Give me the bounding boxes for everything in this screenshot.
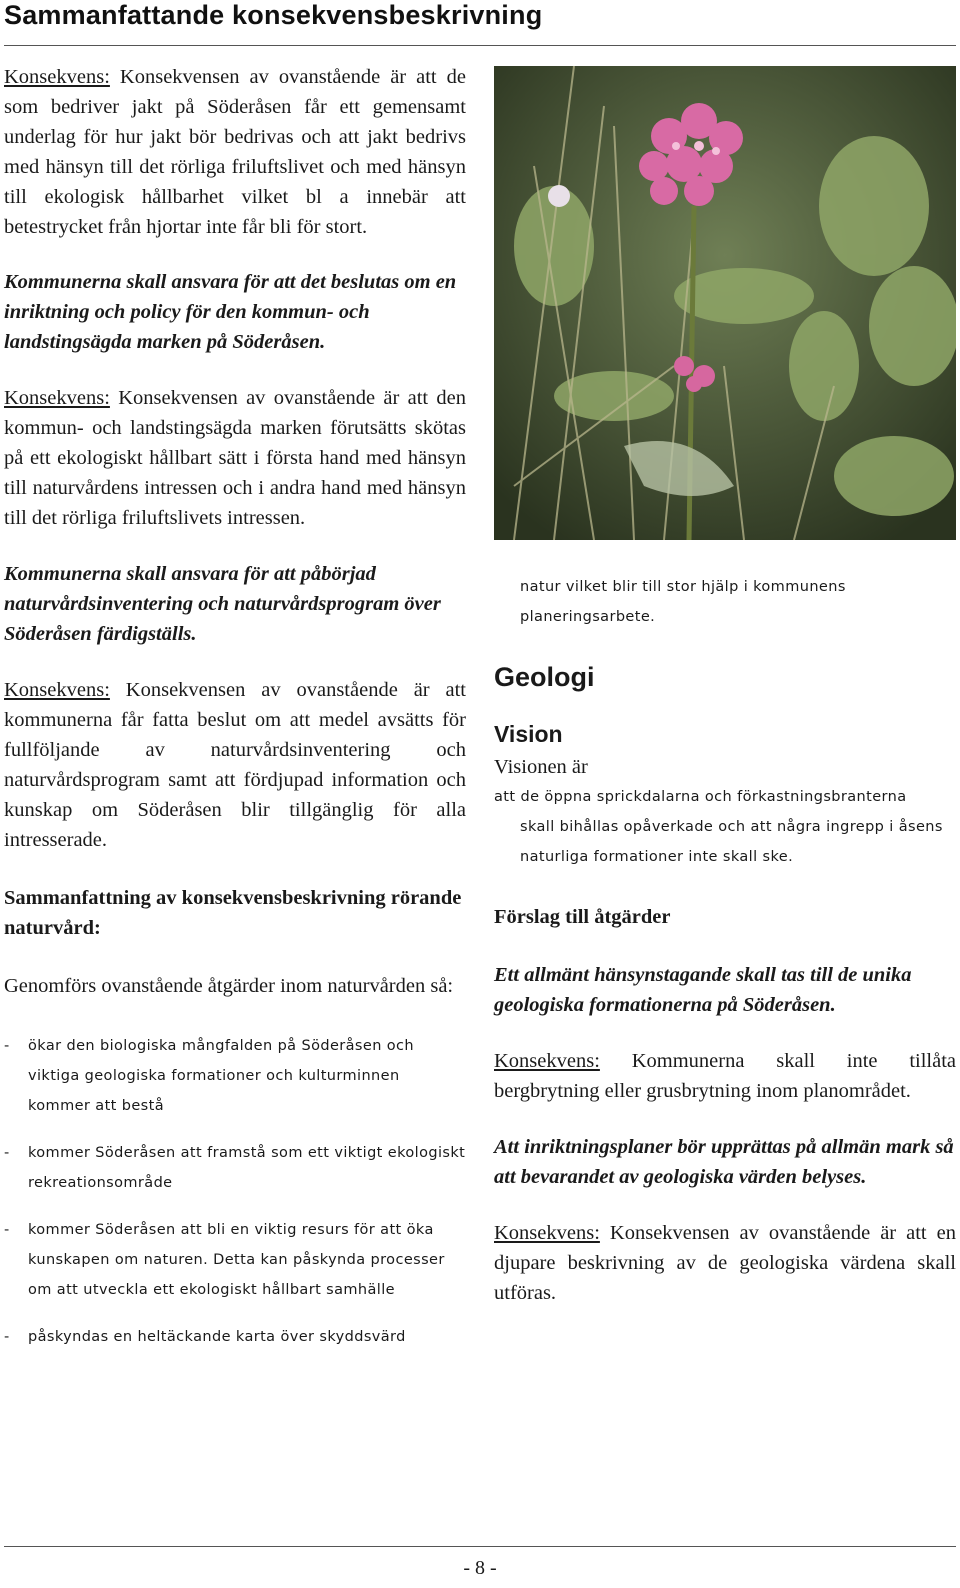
- list-item: - kommer Söderåsen att framstå som ett viktigt ekologiskt rekreationsområde: [4, 1138, 466, 1198]
- vision-intro: Visionen är: [494, 756, 588, 778]
- bottom-rule: [4, 1546, 956, 1547]
- consequence-paragraph-3: [4, 675, 466, 855]
- consequence-label: Konsekvens:: [4, 679, 110, 701]
- top-rule: [4, 45, 956, 46]
- consequence-text: Kommunerna skall inte tillåta bergbrytning eller grusbrytning inom planområdet.: [494, 1050, 956, 1102]
- actions-heading: Förslag till åtgärder: [494, 906, 671, 928]
- consequence-paragraph-2: [4, 383, 466, 533]
- consequence-text: Konsekvensen av ovanstående är att kommunerna får fatta beslut om att medel avsätts för fullföljande av naturvårdsinventering och naturvårdsprogram samt att fördjupad information och kunskap om Söderåsen blir tillgänglig för alla intresserade.: [4, 679, 466, 851]
- consequence-text: Konsekvensen av ovanstående är att den kommun- och landstingsägda marken förutsätts skötas på ett ekologiskt hållbart sätt i första hand med hänsyn till naturvårdens intressen och i andra hand med hänsyn till det rörliga friluftslivets intressen.: [4, 387, 466, 529]
- consequence-label: Konsekvens:: [494, 1050, 600, 1072]
- list-item: - ökar den biologiska mångfalden på Söderåsen och viktiga geologiska formationer och kulturminnen kommer att bestå: [4, 1031, 466, 1121]
- continuation-text: natur vilket blir till stor hjälp i kommunens planeringsarbete.: [520, 579, 846, 625]
- vision-heading: Vision: [494, 721, 563, 747]
- page-number: - 8 -: [463, 1557, 497, 1579]
- list-item: - påskyndas en heltäckande karta över skyddsvärd: [4, 1322, 466, 1352]
- list-item: - kommer Söderåsen att bli en viktig resurs för att öka kunskapen om naturen. Detta kan påskynda processer om att utveckla ett ekologiskt hållbart samhälle: [4, 1215, 466, 1305]
- right-column: [494, 572, 956, 1308]
- primrose-photo: [494, 66, 956, 540]
- emphasis-statement-3: Ett allmänt hänsynstagande skall tas till de unika geologiska formationerna på Söderåsen.: [494, 964, 912, 1016]
- consequence-paragraph-1: [4, 62, 466, 242]
- vision-line-1: att de öppna sprickdalarna och förkastningsbranterna: [494, 789, 907, 805]
- consequence-label: Konsekvens:: [4, 387, 110, 409]
- summary-heading: Sammanfattning av konsekvensbeskrivning rörande naturvård:: [4, 887, 462, 939]
- geology-heading: Geologi: [494, 662, 595, 692]
- consequence-text: Konsekvensen av ovanstående är att en djupare beskrivning av de geologiska värdena skall utföras.: [494, 1222, 956, 1304]
- consequence-paragraph-5: [494, 1218, 956, 1308]
- consequence-paragraph-4: [494, 1046, 956, 1106]
- emphasis-statement-4: Att inriktningsplaner bör upprättas på allmän mark så att bevarandet av geologiska värden belyses.: [494, 1136, 954, 1188]
- emphasis-statement-1: Kommunerna skall ansvara för att det beslutas om en inriktning och policy för den kommun- och landstingsägda marken på Söderåsen.: [4, 271, 457, 353]
- left-column: [4, 62, 466, 1369]
- consequence-label: Konsekvens:: [494, 1222, 600, 1244]
- consequence-text: Konsekvensen av ovanstående är att de som bedriver jakt på Söderåsen får ett gemensamt underlag för hur jakt bör bedrivas och att jakt bedrivs med hänsyn till det rörliga friluftslivet och med hänsyn till ekologisk hållbarhet vilket bl a innebär att betestrycket från hjortar inte får bli för stort.: [4, 66, 466, 238]
- summary-intro: Genomförs ovanstående åtgärder inom naturvården så:: [4, 975, 454, 997]
- vision-line-2: skall bihållas opåverkade och att några ingrepp i åsens naturliga formationer inte skall ske.: [520, 819, 943, 865]
- page-title: Sammanfattande konsekvensbeskrivning: [4, 0, 543, 30]
- consequence-label: Konsekvens:: [4, 66, 110, 88]
- summary-list: [4, 1031, 466, 1352]
- emphasis-statement-2: Kommunerna skall ansvara för att påbörjad naturvårdsinventering och naturvårdsprogram över Söderåsen färdigställs.: [4, 563, 441, 645]
